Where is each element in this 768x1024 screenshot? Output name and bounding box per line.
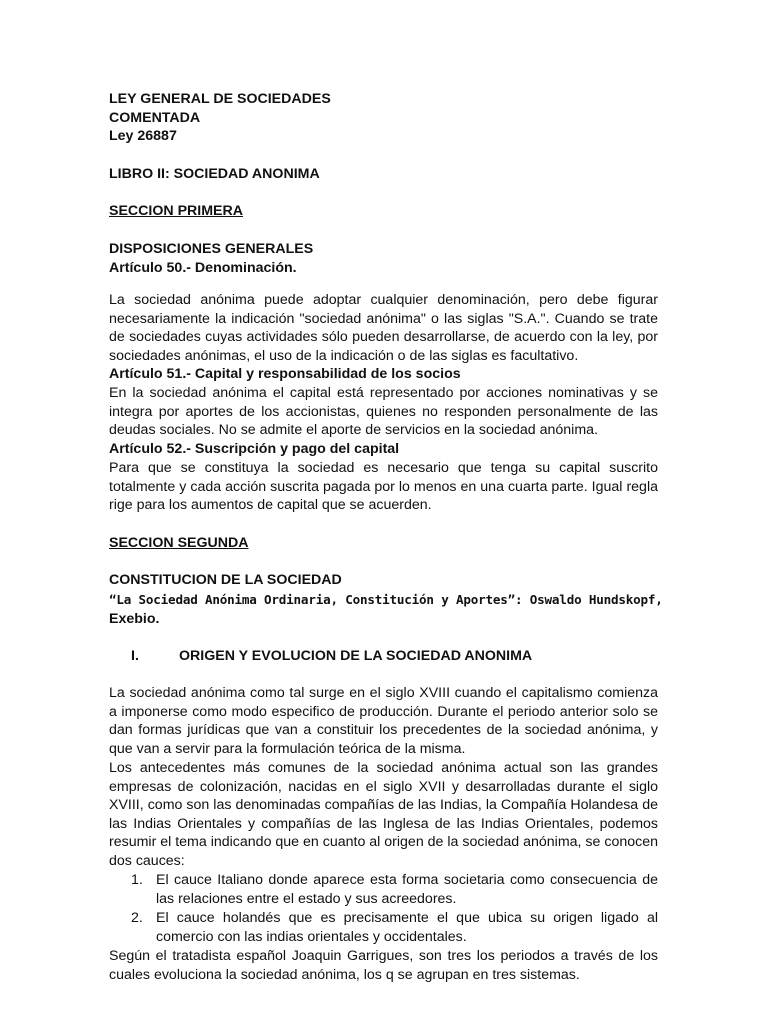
list-item-number: 2. [131,910,143,926]
paragraph-2: Los antecedentes más comunes de la sociedad anónima actual son las grandes empresas de colonización, nacidas en el siglo XVII y desarrolladas durante el siglo XVIII, como son las denominadas compañías de las Indias, la Compañía Holandesa de las Indias Orientales y compañías de las Inglesa de las Indias Orientales, podemos resumir el tema indicando que en cuanto al origen de la sociedad anónima, se conocen dos cauces: [109,760,658,869]
paragraph-1: La sociedad anónima como tal surge en el siglo XVIII cuando el capitalismo comienza a imponerse como modo especifico de producción. Durante el periodo anterior solo se dan formas jurídicas que van a constituir los precedentes de la sociedad anónima, y que van a servir para la formulación teórica de la misma. [109,685,658,757]
constitution-heading: CONSTITUCION DE LA SOCIEDAD [109,572,342,588]
title-line-2: COMENTADA [109,109,201,126]
article-50-title: Artículo 50.- Denominación. [109,260,297,276]
book-heading: LIBRO II: SOCIEDAD ANONIMA [109,166,320,182]
article-52-title: Artículo 52.- Suscripción y pago del capital [109,441,400,457]
paragraph-3: Según el tratadista español Joaquin Garrigues, son tres los periodos a través de los cuales evoluciona la sociedad anónima, los q se agrupan en tres sistemas. [109,948,658,983]
citation-line-1: “La Sociedad Anónima Ordinaria, Constitución y Aportes”: Oswaldo Hundskopf, [109,592,663,607]
article-52-text: Para que se constituya la sociedad es necesario que tenga su capital suscrito totalmente y cada acción suscrita pagada por lo menos en una cuarta parte. Igual regla rige para los aumentos de capital que se acuerden. [109,460,658,514]
title-line-1: LEY GENERAL DE SOCIEDADES [109,91,331,107]
list-item-text: El cauce holandés que es precisamente el que ubica su origen ligado al comercio con las indias orientales y occidentales. [156,910,658,945]
article-50-text: La sociedad anónima puede adoptar cualquier denominación, pero debe figurar necesariamente la indicación "sociedad anónima" o las siglas "S.A.". Cuando se trate de sociedades cuyas actividades sólo pueden desarrollarse, de acuerdo con la ley, por sociedades anónimas, el uso de la indicación o de las siglas es facultativo. [109,292,658,364]
chapter-title: ORIGEN Y EVOLUCION DE LA SOCIEDAD ANONIMA [179,648,533,664]
title-line-3: Ley 26887 [109,128,177,145]
article-51-title: Artículo 51.- Capital y responsabilidad de los socios [109,366,461,382]
section-two-heading: SECCION SEGUNDA [109,535,249,551]
list-item-number: 1. [131,872,143,888]
article-51-text: En la sociedad anónima el capital está representado por acciones nominativas y se integra por aportes de los accionistas, quienes no responden personalmente de las deudas sociales. No se admite el aporte de servicios en la sociedad anónima. [109,385,658,439]
list-item-text: El cauce Italiano donde aparece esta forma societaria como consecuencia de las relaciones entre el estado y sus acreedores. [156,872,658,907]
chapter-number: I. [131,648,139,664]
citation-line-2: Exebio. [109,611,160,627]
general-provisions-heading: DISPOSICIONES GENERALES [109,241,314,257]
document-title [109,90,658,146]
section-one-heading: SECCION PRIMERA [109,203,244,219]
